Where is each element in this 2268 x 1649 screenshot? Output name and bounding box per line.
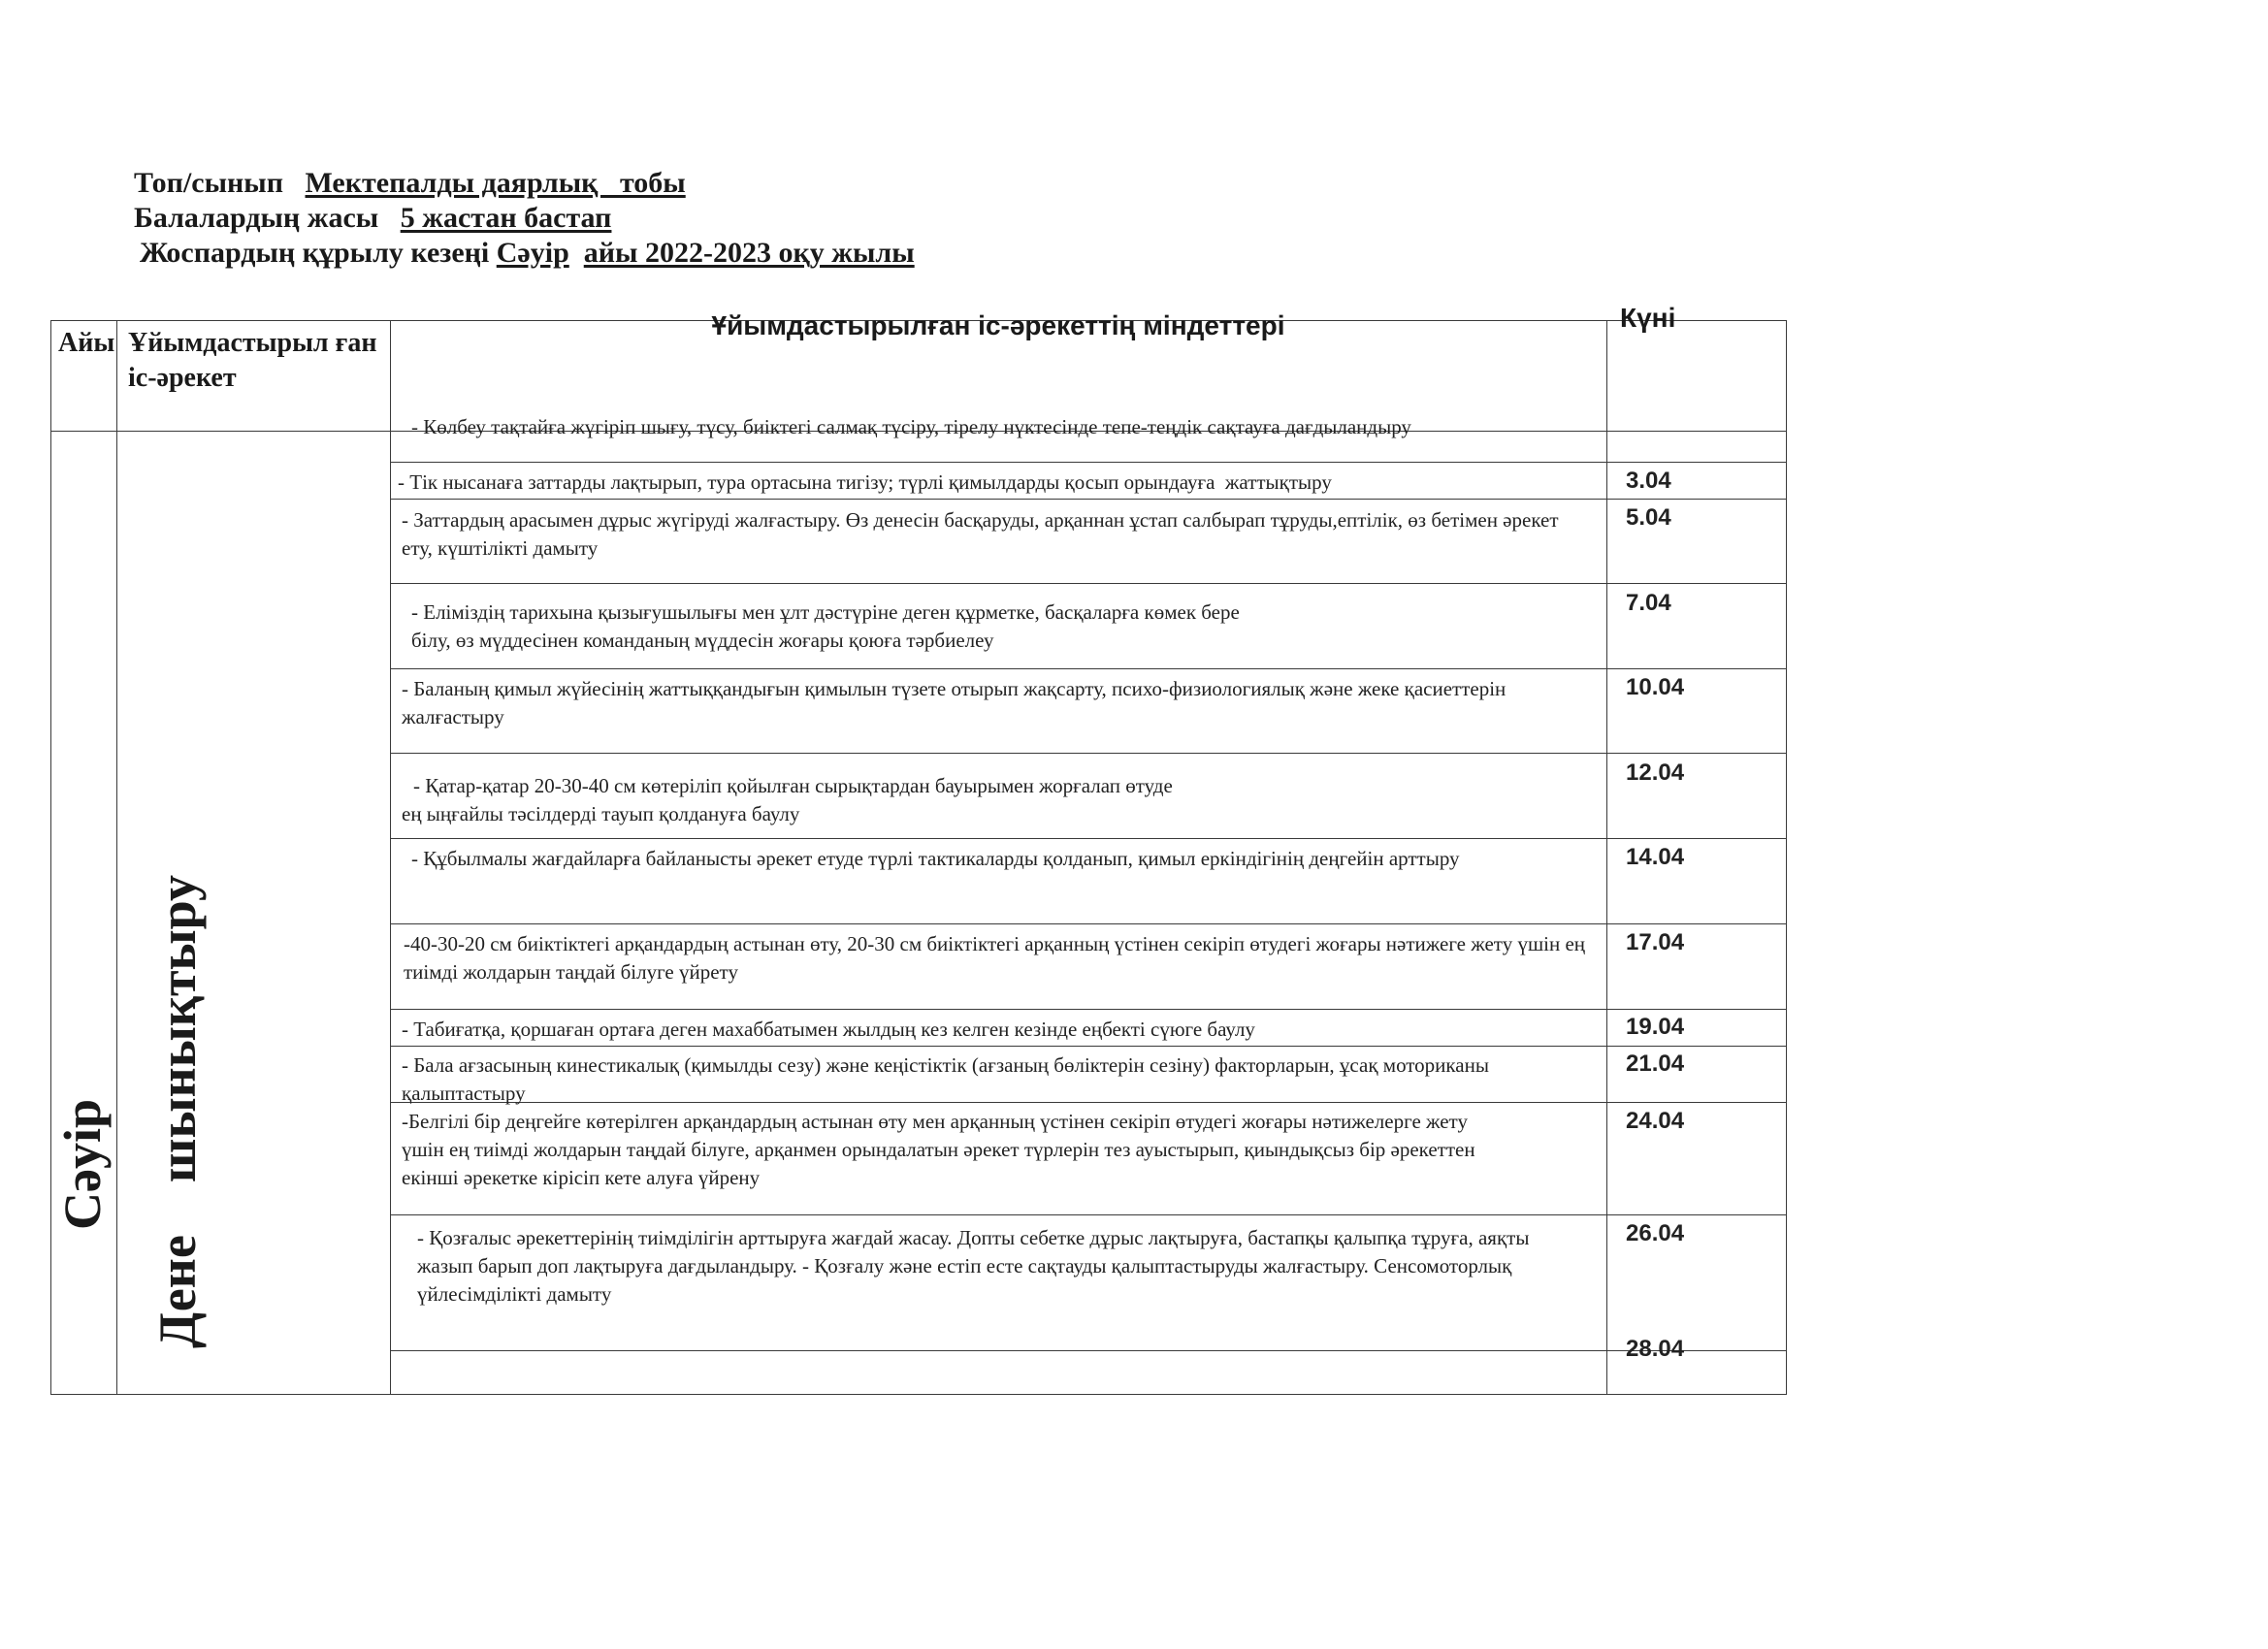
task-text: - Көлбеу тақтайға жүгіріп шығу, түсу, биіктегі салмақ түсіру, тірелу нүктесінде тепе-теңдік сақтауға дағдыландыру xyxy=(411,415,1411,438)
task-text: - Құбылмалы жағдайларға байланысты әрекет етуде түрлі тактикаларды қолданып, қимыл еркіндігінің деңгейін арттыру xyxy=(411,847,1460,870)
task-text: -Белгілі бір деңгейге көтерілген арқандардың астынан өту мен арқанның үстінен секіріп өтудегі жоғары нәтижелерге жету үшін ең тиімді жолдарын таңдай білуге, арқанмен орындалатын әрекет түрлерін тез ауыстырып, қиындықсыз бір әрекеттен екінші әрекетке кірісіп кете алуға үйрену xyxy=(402,1110,1475,1189)
row-divider xyxy=(390,1214,1787,1215)
date-cell: 21.04 xyxy=(1626,1051,1685,1077)
period-line xyxy=(140,237,915,270)
age-line xyxy=(134,202,611,235)
row-divider xyxy=(390,583,1787,584)
month-cell: Сәуір xyxy=(53,1099,112,1230)
date-cell: 26.04 xyxy=(1626,1220,1685,1246)
header-tasks: Ұйымдастырылған іс-әрекеттің міндеттері xyxy=(711,310,1285,340)
row-divider xyxy=(390,1350,1787,1351)
date-cell: 12.04 xyxy=(1626,760,1685,786)
row-divider xyxy=(390,499,1787,500)
row-divider xyxy=(390,668,1787,669)
date-cell: 17.04 xyxy=(1626,929,1685,955)
age-value: 5 жастан бастап xyxy=(400,202,612,234)
period-rest: айы 2022-2023 оқу жылы xyxy=(583,237,915,269)
date-cell: 28.04 xyxy=(1626,1336,1685,1362)
group-line xyxy=(134,167,686,200)
date-cell: 10.04 xyxy=(1626,674,1685,700)
date-cell: 14.04 xyxy=(1626,844,1685,870)
task-text: - Тік нысанаға заттарды лақтырып, тура ортасына тигізу; түрлі қимылдарды қосып орындауға жаттықтыру xyxy=(398,470,1332,494)
activity-cell: Дене шынықтыру xyxy=(148,874,207,1348)
period-month: Сәуір xyxy=(496,237,569,269)
group-label: Топ/сынып xyxy=(134,167,284,199)
date-cell: 19.04 xyxy=(1626,1014,1685,1040)
age-label: Балалардың жасы xyxy=(134,202,379,234)
row-divider xyxy=(390,462,1787,463)
date-cell: 3.04 xyxy=(1626,468,1671,494)
date-cell: 5.04 xyxy=(1626,504,1671,531)
row-divider xyxy=(390,753,1787,754)
date-cell: 24.04 xyxy=(1626,1108,1685,1134)
task-text: - Заттардың арасымен дұрыс жүгіруді жалғастыру. Өз денесін басқаруды, арқаннан ұстап салбырап тұруды,ептілік, өз бетімен әрекет ету, күштілікті дамыту xyxy=(402,508,1559,560)
task-text: - Табиғатқа, қоршаған ортаға деген махаббатымен жылдың кез келген кезінде еңбекті сүюге баулу xyxy=(402,1018,1255,1041)
row-divider xyxy=(390,1009,1787,1010)
task-text: - Қатар-қатар 20-30-40 см көтеріліп қойылған сырықтардан бауырымен жорғалап өтуде ең ыңғайлы тәсілдерді тауып қолдануға баулу xyxy=(402,774,1173,825)
row-divider xyxy=(390,923,1787,924)
task-text: - Бала ағзасының кинестикалық (қимылды сезу) және кеңістіктік (ағзаның бөліктерін сезіну) факторларын, ұсақ моториканы қалыптастыру xyxy=(402,1053,1489,1105)
row-divider xyxy=(390,838,1787,839)
col-divider xyxy=(1606,320,1607,1395)
header-month: Айы xyxy=(58,328,115,358)
col-divider xyxy=(390,320,391,1395)
group-value: Мектепалды даярлық тобы xyxy=(305,167,686,199)
row-divider xyxy=(390,1046,1787,1047)
col-divider xyxy=(116,320,117,1395)
header-activity: Ұйымдастырыл ған іс-әрекет xyxy=(128,328,377,394)
date-cell: 7.04 xyxy=(1626,590,1671,616)
task-text: - Еліміздің тарихына қызығушылығы мен ұлт дәстүріне деген құрметке, басқаларға көмек бере білу, өз мүддесінен команданың мүддесін жоғары қоюға тәрбиелеу xyxy=(411,600,1240,652)
task-text: - Баланың қимыл жүйесінің жаттыққандығын қимылын түзете отырып жақсарту, психо-физиологиялық және жеке қасиеттерін жалғастыру xyxy=(402,677,1507,728)
task-text: -40-30-20 см биіктіктегі арқандардың астынан өту, 20-30 см биіктіктегі арқанның үстінен секіріп өтудегі жоғары нәтижеге жету үшін ең тиімді жолдарын таңдай білуге үйрету xyxy=(404,932,1585,984)
period-label: Жоспардың құрылу кезеңі xyxy=(140,237,490,269)
header-date: Күні xyxy=(1620,303,1676,333)
task-text: - Қозғалыс әрекеттерінің тиімділігін арттыруға жағдай жасау. Допты себетке дұрыс лақтыруға, бастапқы қалыпқа тұруға, аяқты жазып барып доп лақтыруға дағдыландыру. - Қозғалу және естіп есте сақтауды қалыптастыруды жалғастыру. Сенсомоторлық үйлесімділікті дамыту xyxy=(417,1226,1530,1306)
